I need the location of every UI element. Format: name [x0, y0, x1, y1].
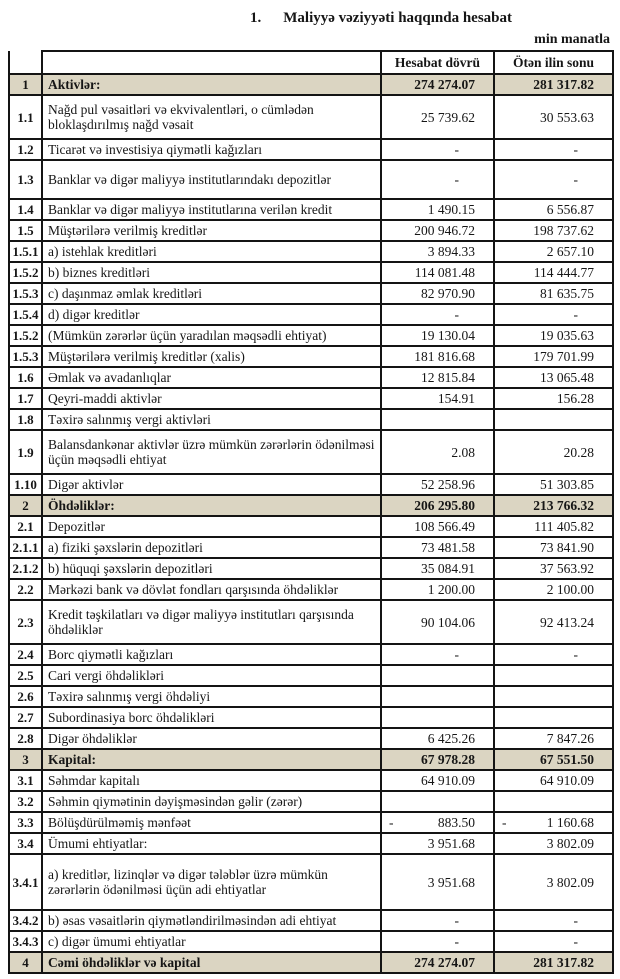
value-cell-previous: 64 910.09	[494, 770, 613, 791]
table-row	[9, 707, 613, 728]
value-cell-current: 6 425.26	[381, 728, 494, 749]
row-label-cell: Müştərilərə verilmiş kreditlər (xalis)	[42, 346, 381, 367]
row-number-cell: 1.4	[9, 199, 42, 220]
table-row	[9, 952, 613, 973]
table-row	[9, 262, 613, 283]
table-row	[9, 430, 613, 474]
value-cell-current: 3 894.33	[381, 241, 494, 262]
row-number-cell: 2	[9, 495, 42, 516]
value-cell-current	[381, 707, 494, 728]
row-number-cell: 3.1	[9, 770, 42, 791]
value-cell-current: 12 815.84	[381, 367, 494, 388]
value-cell-previous: 2 657.10	[494, 241, 613, 262]
header-period-current: Hesabat dövrü	[381, 51, 494, 74]
header-period-previous: Ötən ilin sonu	[494, 51, 613, 74]
row-number-cell: 1.5	[9, 220, 42, 241]
value-cell-previous	[494, 812, 613, 833]
value-cell-previous: 198 737.62	[494, 220, 613, 241]
value-cell-previous	[494, 707, 613, 728]
row-label-cell: (Mümkün zərərlər üçün yaradılan məqsədli ehtiyat)	[42, 325, 381, 346]
row-number-cell: 1.7	[9, 388, 42, 409]
value-cell-previous: 156.28	[494, 388, 613, 409]
row-label-cell: a) fiziki şəxslərin depozitləri	[42, 537, 381, 558]
value-cell-current	[381, 665, 494, 686]
value-cell-current: 64 910.09	[381, 770, 494, 791]
row-label-cell: Səhmin qiymətinin dəyişməsindən gəlir (zərər)	[42, 791, 381, 812]
value-cell-previous: -	[494, 139, 613, 160]
table-row	[9, 833, 613, 854]
row-number-cell: 1.2	[9, 139, 42, 160]
row-number-cell: 2.1.1	[9, 537, 42, 558]
page-title-text: Maliyyə vəziyyəti haqqında hesabat	[283, 10, 513, 26]
value-cell-previous	[494, 665, 613, 686]
table-row	[9, 409, 613, 430]
row-number-cell: 3.4	[9, 833, 42, 854]
value-cell-current: 154.91	[381, 388, 494, 409]
value-cell-current	[381, 409, 494, 430]
value-cell-previous: -	[494, 304, 613, 325]
value-cell-current: 1 200.00	[381, 579, 494, 600]
value-cell-current: 67 978.28	[381, 749, 494, 770]
value-cell-current: -	[381, 910, 494, 931]
statement-table-body	[9, 74, 613, 973]
value-cell-current	[381, 686, 494, 707]
value-cell-previous: -	[494, 910, 613, 931]
value-cell-current: -	[381, 644, 494, 665]
table-row	[9, 367, 613, 388]
value-cell-previous: 51 303.85	[494, 474, 613, 495]
value-cell-current: 1 490.15	[381, 199, 494, 220]
row-label-cell: Səhmdar kapitalı	[42, 770, 381, 791]
value-cell-previous: 3 802.09	[494, 854, 613, 910]
value-cell-current: 19 130.04	[381, 325, 494, 346]
table-row	[9, 910, 613, 931]
amount-text: 1 160.68	[546, 815, 594, 831]
table-row	[9, 160, 613, 199]
value-cell-current: 274 274.07	[381, 952, 494, 973]
row-label-cell: Nağd pul vəsaitləri və ekvivalentləri, o cümlədən bloklaşdırılmış nağd vəsait	[42, 95, 381, 139]
value-cell-current: -	[381, 160, 494, 199]
row-number-cell: 1.5.4	[9, 304, 42, 325]
value-cell-previous: 73 841.90	[494, 537, 613, 558]
table-row	[9, 644, 613, 665]
row-number-cell: 2.2	[9, 579, 42, 600]
value-cell-previous: 20.28	[494, 430, 613, 474]
row-number-cell: 1.10	[9, 474, 42, 495]
row-number-cell: 1.6	[9, 367, 42, 388]
table-row	[9, 665, 613, 686]
value-cell-previous: 111 405.82	[494, 516, 613, 537]
row-label-cell: c) daşınmaz əmlak kreditləri	[42, 283, 381, 304]
row-label-cell: Balansdankənar aktivlər üzrə mümkün zərərlərin ödənilməsi üçün məqsədli ehtiyat	[42, 430, 381, 474]
row-label-cell: Müştərilərə verilmiş kreditlər	[42, 220, 381, 241]
value-cell-previous: 6 556.87	[494, 199, 613, 220]
table-row	[9, 283, 613, 304]
value-cell-previous: 13 065.48	[494, 367, 613, 388]
row-label-cell: a) kreditlər, lizinqlər və digər tələblər üzrə mümkün zərərlərin ödənilməsi üçün adi ehtiyatlar	[42, 854, 381, 910]
row-number-cell: 3.4.2	[9, 910, 42, 931]
value-cell-previous: 2 100.00	[494, 579, 613, 600]
table-row	[9, 600, 613, 644]
row-number-cell: 1.1	[9, 95, 42, 139]
value-cell-current: 2.08	[381, 430, 494, 474]
row-number-cell: 2.3	[9, 600, 42, 644]
row-label-cell: Bölüşdürülməmiş mənfəət	[42, 812, 381, 833]
row-number-cell: 1.8	[9, 409, 42, 430]
header-row	[9, 51, 613, 74]
value-cell-previous: 30 553.63	[494, 95, 613, 139]
table-row	[9, 346, 613, 367]
value-cell-current: 3 951.68	[381, 854, 494, 910]
value-cell-current: 73 481.58	[381, 537, 494, 558]
row-number-cell: 2.6	[9, 686, 42, 707]
row-label-cell: Mərkəzi bank və dövlət fondları qarşısında öhdəliklər	[42, 579, 381, 600]
row-number-cell: 1.5.2	[9, 325, 42, 346]
row-label-cell: Ticarət və investisiya qiymətli kağızları	[42, 139, 381, 160]
value-cell-previous: 281 317.82	[494, 952, 613, 973]
table-row	[9, 931, 613, 952]
row-label-cell: Təxirə salınmış vergi aktivləri	[42, 409, 381, 430]
value-cell-previous: 281 317.82	[494, 74, 613, 95]
value-cell-previous: 92 413.24	[494, 600, 613, 644]
value-cell-previous: 67 551.50	[494, 749, 613, 770]
row-label-cell: Ümumi ehtiyatlar:	[42, 833, 381, 854]
table-row	[9, 791, 613, 812]
row-number-cell: 1.5.2	[9, 262, 42, 283]
value-cell-previous: 114 444.77	[494, 262, 613, 283]
row-label-cell: Cari vergi öhdəlikləri	[42, 665, 381, 686]
table-row	[9, 495, 613, 516]
table-row	[9, 388, 613, 409]
table-row	[9, 325, 613, 346]
units-label: min manatla	[534, 32, 610, 47]
statement-table	[8, 50, 614, 974]
row-label-cell: c) digər ümumi ehtiyatlar	[42, 931, 381, 952]
row-label-cell: Kapital:	[42, 749, 381, 770]
value-cell-previous	[494, 791, 613, 812]
value-cell-current: 274 274.07	[381, 74, 494, 95]
table-row	[9, 686, 613, 707]
row-number-cell: 1.5.3	[9, 346, 42, 367]
value-cell-current: -	[381, 304, 494, 325]
value-cell-previous: 81 635.75	[494, 283, 613, 304]
value-cell-current: 108 566.49	[381, 516, 494, 537]
value-cell-previous	[494, 409, 613, 430]
page-title-index: 1.	[250, 10, 262, 26]
row-number-cell: 2.5	[9, 665, 42, 686]
row-label-cell: Banklar və digər maliyyə institutlarına verilən kredit	[42, 199, 381, 220]
row-label-cell: Təxirə salınmış vergi öhdəliyi	[42, 686, 381, 707]
minus-sign: -	[502, 815, 507, 831]
row-number-cell: 2.7	[9, 707, 42, 728]
row-label-cell: Kredit təşkilatları və digər maliyyə institutları qarşısında öhdəliklər	[42, 600, 381, 644]
value-cell-previous: 213 766.32	[494, 495, 613, 516]
row-label-cell: Digər aktivlər	[42, 474, 381, 495]
header-description-cell	[42, 51, 381, 74]
table-row	[9, 474, 613, 495]
value-cell-previous: -	[494, 931, 613, 952]
row-number-cell: 3.2	[9, 791, 42, 812]
value-cell-current: 3 951.68	[381, 833, 494, 854]
row-number-cell: 3.3	[9, 812, 42, 833]
table-row	[9, 537, 613, 558]
row-number-cell: 1.5.1	[9, 241, 42, 262]
table-row	[9, 95, 613, 139]
row-label-cell: a) istehlak kreditləri	[42, 241, 381, 262]
row-number-cell: 1	[9, 74, 42, 95]
row-label-cell: Subordinasiya borc öhdəlikləri	[42, 707, 381, 728]
table-row	[9, 139, 613, 160]
table-row	[9, 199, 613, 220]
row-number-cell: 3	[9, 749, 42, 770]
value-cell-current: 52 258.96	[381, 474, 494, 495]
row-number-cell: 4	[9, 952, 42, 973]
table-row	[9, 728, 613, 749]
amount-text: 883.50	[437, 815, 475, 831]
table-row	[9, 770, 613, 791]
row-number-cell: 2.1.2	[9, 558, 42, 579]
row-number-cell: 3.4.1	[9, 854, 42, 910]
value-cell-previous: 37 563.92	[494, 558, 613, 579]
value-cell-previous: 3 802.09	[494, 833, 613, 854]
row-label-cell: Öhdəliklər:	[42, 495, 381, 516]
table-row	[9, 516, 613, 537]
row-number-cell: 2.8	[9, 728, 42, 749]
table-row	[9, 749, 613, 770]
row-label-cell: b) hüquqi şəxslərin depozitləri	[42, 558, 381, 579]
value-cell-current: 82 970.90	[381, 283, 494, 304]
table-row	[9, 854, 613, 910]
row-number-cell: 1.9	[9, 430, 42, 474]
table-row	[9, 304, 613, 325]
table-row	[9, 220, 613, 241]
row-number-cell: 1.5.3	[9, 283, 42, 304]
row-label-cell: Depozitlər	[42, 516, 381, 537]
value-cell-previous: 179 701.99	[494, 346, 613, 367]
value-cell-current: 25 739.62	[381, 95, 494, 139]
row-number-cell: 1.3	[9, 160, 42, 199]
header-number-cell	[9, 51, 42, 74]
value-cell-previous: -	[494, 644, 613, 665]
value-cell-current: 206 295.80	[381, 495, 494, 516]
row-label-cell: d) digər kreditlər	[42, 304, 381, 325]
value-cell-current: -	[381, 139, 494, 160]
row-label-cell: Digər öhdəliklər	[42, 728, 381, 749]
value-cell-previous: 7 847.26	[494, 728, 613, 749]
value-cell-current: -	[381, 931, 494, 952]
table-row	[9, 74, 613, 95]
table-row	[9, 241, 613, 262]
row-label-cell: Cəmi öhdəliklər və kapital	[42, 952, 381, 973]
value-cell-current	[381, 791, 494, 812]
row-number-cell: 2.4	[9, 644, 42, 665]
table-row	[9, 812, 613, 833]
value-cell-current	[381, 812, 494, 833]
value-cell-current: 35 084.91	[381, 558, 494, 579]
minus-sign: -	[389, 815, 394, 831]
row-label-cell: Qeyri-maddi aktivlər	[42, 388, 381, 409]
value-cell-previous: -	[494, 160, 613, 199]
row-label-cell: Əmlak və avadanlıqlar	[42, 367, 381, 388]
page-title	[250, 9, 620, 27]
row-label-cell: b) əsas vəsaitlərin qiymətləndirilməsindən adi ehtiyat	[42, 910, 381, 931]
value-cell-previous	[494, 686, 613, 707]
row-label-cell: Borc qiymətli kağızları	[42, 644, 381, 665]
table-row	[9, 558, 613, 579]
row-number-cell: 3.4.3	[9, 931, 42, 952]
value-cell-current: 114 081.48	[381, 262, 494, 283]
row-label-cell: Aktivlər:	[42, 74, 381, 95]
value-cell-previous: 19 035.63	[494, 325, 613, 346]
row-label-cell: b) biznes kreditləri	[42, 262, 381, 283]
value-cell-current: 90 104.06	[381, 600, 494, 644]
table-row	[9, 579, 613, 600]
row-number-cell: 2.1	[9, 516, 42, 537]
value-cell-current: 200 946.72	[381, 220, 494, 241]
value-cell-current: 181 816.68	[381, 346, 494, 367]
row-label-cell: Banklar və digər maliyyə institutlarındakı depozitlər	[42, 160, 381, 199]
